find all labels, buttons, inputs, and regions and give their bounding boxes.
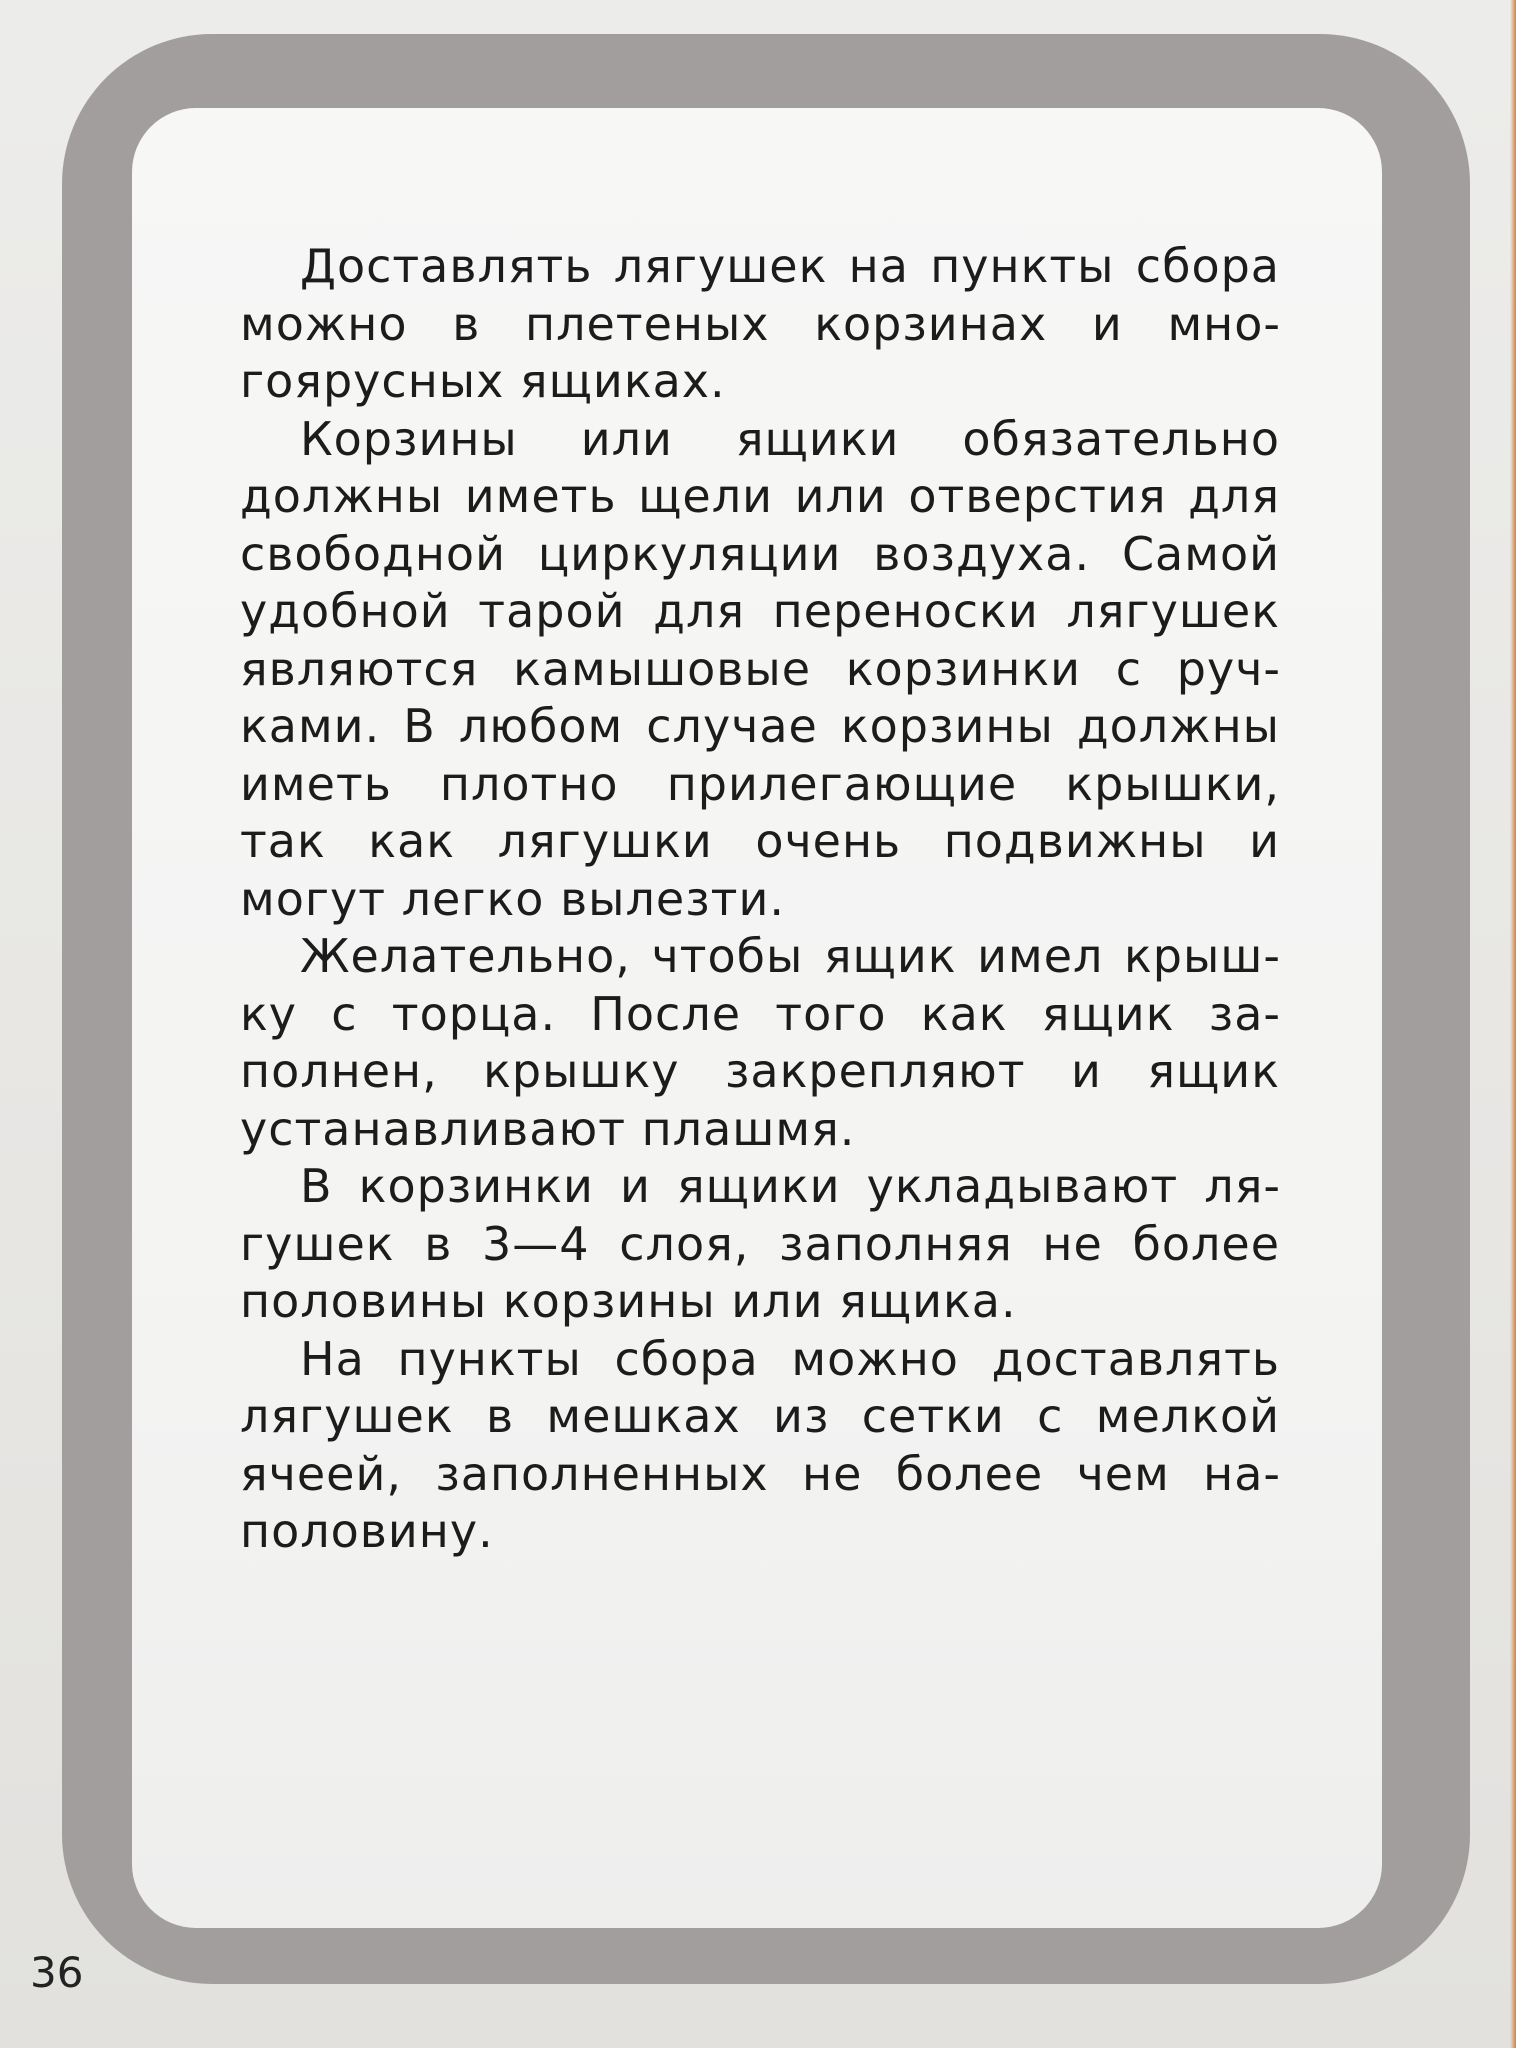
paragraph: На пункты сбора можно доставлять лягушек в мешках из сетки с мелкой ячеей, заполненных не более чем наполовину. <box>240 1331 1280 1558</box>
page-edge <box>1510 0 1516 2048</box>
body-text <box>240 238 1280 1561</box>
paragraph: Корзины или ящики обязательно должны иметь щели или отверстия для свободной циркуляции воздуха. Самой удобной тарой для переноски лягушек являются камышовые корзинки с ручками. В любом случае корзины должны иметь плотно прилегающие крышки, так как лягушки очень подвижны и могут легко вылезти. <box>240 411 1280 926</box>
paragraph: Доставлять лягушек на пункты сбора можно в плетеных корзинах и многоярусных ящиках. <box>240 239 1280 408</box>
paragraph: В корзинки и ящики укладывают лягушек в 3—4 слоя, заполняя не более половины корзины или ящика. <box>240 1159 1280 1328</box>
page-number: 36 <box>30 1948 84 1997</box>
paragraph: Желательно, чтобы ящик имел крышку с торца. После того как ящик заполнен, крышку закрепляют и ящик устанавливают плашмя. <box>240 929 1280 1156</box>
